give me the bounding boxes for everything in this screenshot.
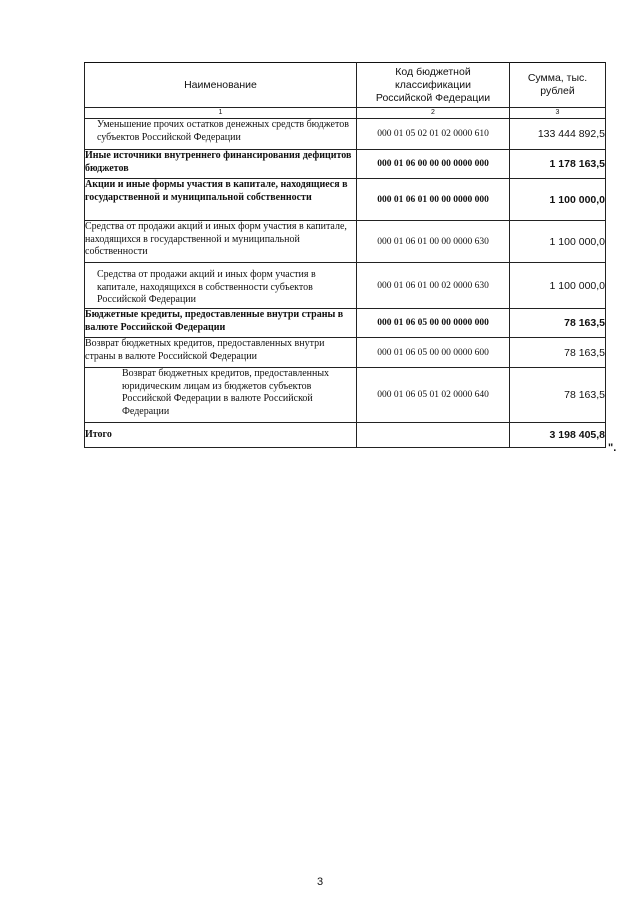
table-row [85, 179, 606, 221]
row-code: 000 01 05 02 01 02 0000 610 [357, 119, 510, 150]
row-code: 000 01 06 00 00 00 0000 000 [357, 150, 510, 179]
row-name: Возврат бюджетных кредитов, предоставленных внутри страны в валюте Российской Федерации [85, 338, 357, 368]
row-sum: 78 163,5 [510, 338, 606, 368]
table-row [85, 368, 606, 423]
row-code: 000 01 06 01 00 02 0000 630 [357, 263, 510, 309]
row-code: 000 01 06 01 00 00 0000 000 [357, 179, 510, 221]
row-sum: 133 444 892,5 [510, 119, 606, 150]
row-code: 000 01 06 05 00 00 0000 600 [357, 338, 510, 368]
table-row [85, 150, 606, 179]
page-number: 3 [316, 876, 324, 888]
table-row [85, 221, 606, 263]
row-name: Акции и иные формы участия в капитале, находящиеся в государственной и муниципальной собственности [85, 179, 357, 221]
row-sum: 78 163,5 [510, 309, 606, 338]
table-total-row [85, 423, 606, 448]
column-number-2: 2 [357, 108, 510, 119]
column-number-3: 3 [510, 108, 606, 119]
budget-sources-table [84, 62, 606, 448]
row-name: Уменьшение прочих остатков денежных средств бюджетов субъектов Российской Федерации [85, 119, 357, 150]
header-sum: Сумма, тыс. рублей [510, 63, 606, 108]
table-row [85, 309, 606, 338]
closing-quote: ". [608, 442, 617, 454]
row-name: Бюджетные кредиты, предоставленные внутри страны в валюте Российской Федерации [85, 309, 357, 338]
total-code [357, 423, 510, 448]
table-row [85, 263, 606, 309]
row-name: Возврат бюджетных кредитов, предоставленных юридическим лицам из бюджетов субъектов Российской Федерации в валюте Российской Федерации [85, 368, 357, 423]
row-sum: 1 100 000,0 [510, 179, 606, 221]
header-name: Наименование [85, 63, 357, 108]
row-sum: 1 100 000,0 [510, 221, 606, 263]
column-number-row [85, 108, 606, 119]
row-code: 000 01 06 01 00 00 0000 630 [357, 221, 510, 263]
row-name: Иные источники внутреннего финансирования дефицитов бюджетов [85, 150, 357, 179]
table-header-row [85, 63, 606, 108]
row-code: 000 01 06 05 01 02 0000 640 [357, 368, 510, 423]
row-sum: 78 163,5 [510, 368, 606, 423]
row-name: Средства от продажи акций и иных форм участия в капитале, находящихся в государственной и муниципальной собственности [85, 221, 357, 263]
total-sum: 3 198 405,8 [510, 423, 606, 448]
row-code: 000 01 06 05 00 00 0000 000 [357, 309, 510, 338]
row-sum: 1 100 000,0 [510, 263, 606, 309]
table-row [85, 338, 606, 368]
header-code: Код бюджетной классификации Российской Федерации [357, 63, 510, 108]
table-row [85, 119, 606, 150]
row-sum: 1 178 163,5 [510, 150, 606, 179]
total-label: Итого [85, 423, 357, 448]
column-number-1: 1 [85, 108, 357, 119]
row-name: Средства от продажи акций и иных форм участия в капитале, находящихся в собственности субъектов Российской Федерации [85, 263, 357, 309]
